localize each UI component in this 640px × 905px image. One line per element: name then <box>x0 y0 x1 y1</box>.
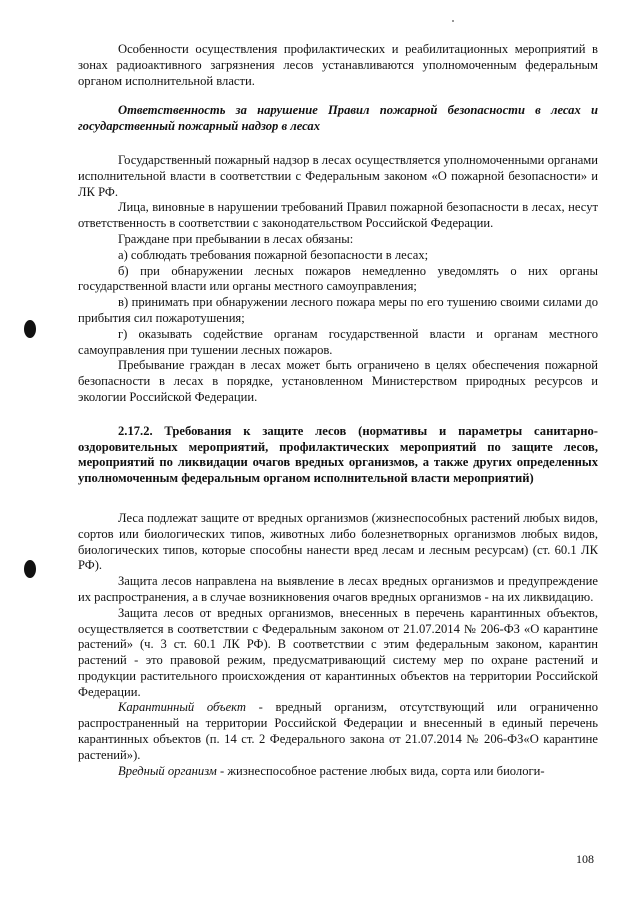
definition: - жизнеспособное растение любых вида, сорта или биологи- <box>216 763 545 778</box>
paragraph: Защита лесов направлена на выявление в лесах вредных организмов и предупреждение их распространения, а в случае возникновения очагов вредных организмов - на их ликвидацию. <box>78 574 598 604</box>
list-item: в) принимать при обнаружении лесного пожара меры по его тушению своими силами до прибытия сил пожаротушения; <box>78 295 598 325</box>
paragraph: Граждане при пребывании в лесах обязаны: <box>118 231 354 246</box>
paragraph: Леса подлежат защите от вредных организмов (жизнеспособных растений любых видов, сортов или биологических типов, животных либо болезнетворных организмов любых видов, биологических типов, которые способны нанести вред лесам и лесным ресурсам) (ст. 60.1 ЛК РФ). <box>78 510 598 573</box>
list-item: а) соблюдать требования пожарной безопасности в лесах; <box>118 247 429 262</box>
paragraph: Пребывание граждан в лесах может быть ограничено в целях обеспечения пожарной безопасности в лесах в порядке, установленном Министерством природных ресурсов и экологии Российской Федерации. <box>78 358 598 404</box>
definition-paragraph <box>78 700 598 763</box>
term: Вредный организм <box>118 763 217 778</box>
punch-hole <box>24 560 36 578</box>
punch-hole <box>24 320 36 338</box>
list-item: г) оказывать содействие органам государственной власти и органам местного самоуправления при тушении лесных пожаров. <box>78 326 598 357</box>
document-body <box>78 42 598 779</box>
list-item: б) при обнаружении лесных пожаров немедленно уведомлять о них органы государственной власти или органы местного самоуправления; <box>78 263 598 294</box>
definition-paragraph <box>78 764 598 780</box>
scan-speck <box>452 20 454 22</box>
term: Карантинный объект <box>118 700 246 715</box>
paragraph: Государственный пожарный надзор в лесах осуществляется уполномоченными органами исполнительной власти в соответствии с Федеральным законом «О пожарной безопасности» и ЛК РФ. <box>78 152 598 199</box>
page-number: 108 <box>576 852 594 866</box>
section-heading: Ответственность за нарушение Правил пожарной безопасности в лесах и государственный пожарный надзор в лесах <box>78 103 598 134</box>
paragraph: Лица, виновные в нарушении требований Правил пожарной безопасности в лесах, несут ответственность в соответствии с законодательством Российской Федерации. <box>78 200 598 231</box>
paragraph: Защита лесов от вредных организмов, внесенных в перечень карантинных объектов, осуществляется в соответствии с Федеральным законом от 21.07.2014 № 206-ФЗ «О карантине растений» (ч. 3 ст. 60.1 ЛК РФ). В соответствии с этим федеральным законом, карантин растений - это правовой режим, предусматривающий систему мер по охране растений и продукции растительного происхождения от карантинных объектов на территории Российской Федерации. <box>78 605 598 699</box>
paragraph: Особенности осуществления профилактических и реабилитационных мероприятий в зонах радиоактивного загрязнения лесов устанавливаются уполномоченным федеральным органом исполнительной власти. <box>78 42 598 88</box>
definition: - вредный организм, отсутствующий или ограниченно распространенный на территории Российской Федерации и внесенный в единый перечень карантинных объектов (п. 14 ст. 2 Федерального закона от 21.07.2014 № 206-ФЗ«О карантине растений»). <box>78 700 598 762</box>
section-heading: 2.17.2. Требования к защите лесов (нормативы и параметры санитарно-оздоровительных мероприятий, профилактических мероприятий по защите лесов, мероприятий по ликвидации очагов вредных организмов, а также других определенных уполномоченным федеральным органом исполнительной власти мероприятий) <box>78 423 598 486</box>
